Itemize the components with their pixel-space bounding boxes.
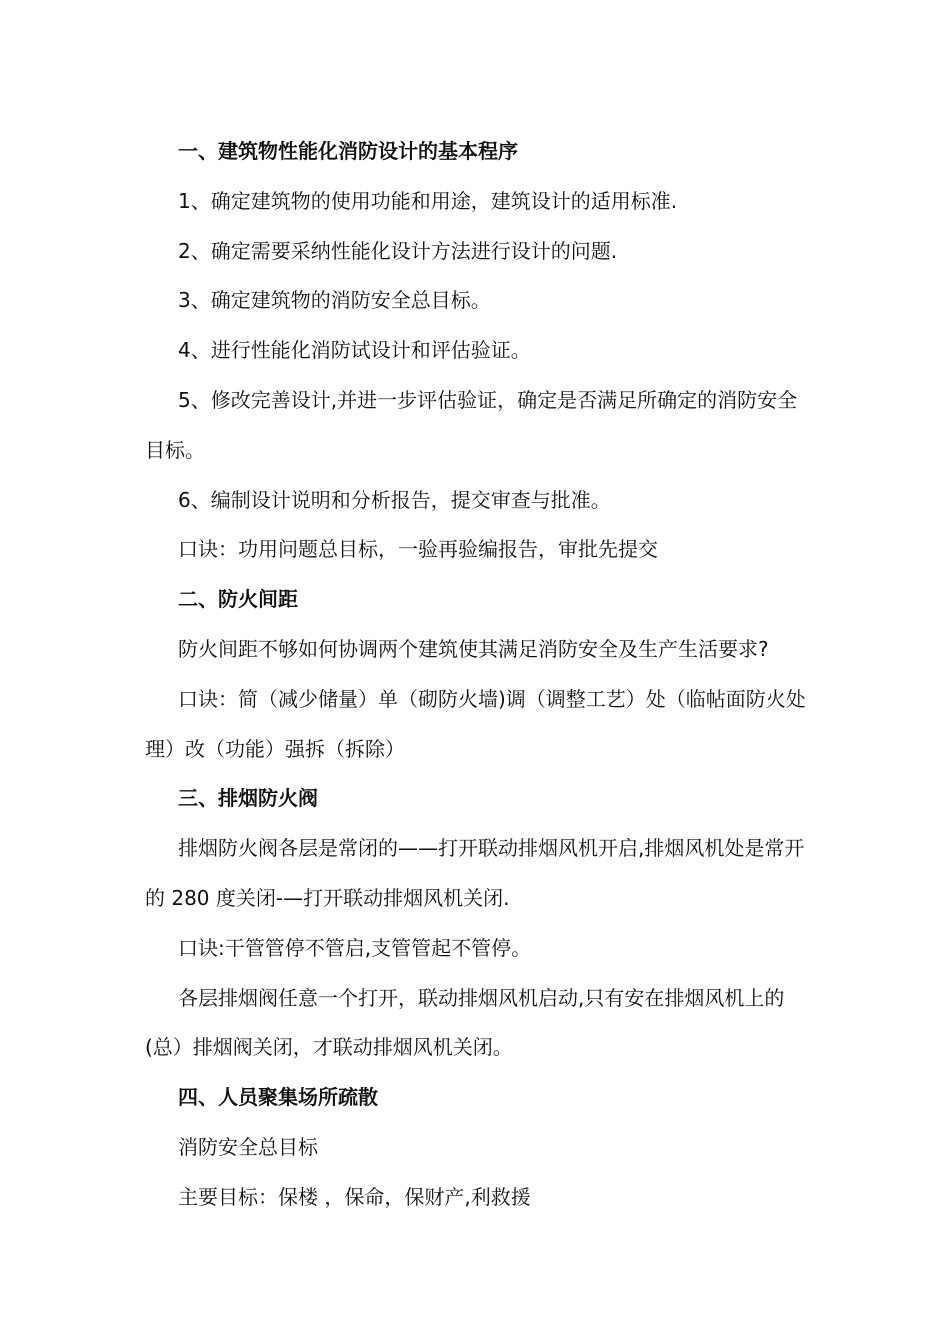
mnemonic-paragraph: 口诀:干管管停不管启,支管管起不管停。 — [178, 935, 532, 960]
paragraph: 5、修改完善设计,并进一步评估验证，确定是否满足所确定的消防安全目标。 — [145, 387, 798, 462]
paragraph: 各层排烟阀任意一个打开，联动排烟风机启动,只有安在排烟风机上的(总）排烟阀关闭，才联动排烟风机关闭。 — [145, 985, 785, 1060]
paragraph: 主要目标：保楼 ，保命，保财产,利救援 — [178, 1184, 531, 1209]
document-body — [145, 127, 810, 1223]
paragraph: 4、进行性能化消防试设计和评估验证。 — [178, 338, 531, 363]
mnemonic-paragraph: 口诀：功用问题总目标，一验再验编报告，审批先提交 — [178, 537, 658, 562]
section-heading-1: 一、建筑物性能化消防设计的基本程序 — [178, 139, 518, 163]
mnemonic-paragraph: 口诀：简（减少储量）单（砌防火墙)调（调整工艺）处（临帖面防火处理）改（功能）强拆（拆除） — [145, 686, 806, 761]
paragraph: 消防安全总目标 — [178, 1134, 318, 1159]
section-heading-2: 二、防火间距 — [178, 587, 298, 612]
paragraph: 排烟防火阀各层是常闭的——打开联动排烟风机开启,排烟风机处是常开的 280 度关闭-—打开联动排烟风机关闭. — [145, 836, 805, 910]
paragraph: 防火间距不够如何协调两个建筑使其满足消防安全及生产生活要求? — [178, 636, 769, 661]
paragraph: 2、确定需要采纳性能化设计方法进行设计的问题. — [178, 238, 618, 263]
paragraph: 3、确定建筑物的消防安全总目标。 — [178, 288, 491, 313]
paragraph: 1、确定建筑物的使用功能和用途，建筑设计的适用标准. — [178, 188, 678, 213]
section-heading-3: 三、排烟防火阀 — [178, 786, 318, 811]
section-heading-4: 四、人员聚集场所疏散 — [178, 1085, 378, 1110]
paragraph: 6、编制设计说明和分析报告，提交审查与批准。 — [178, 487, 611, 512]
